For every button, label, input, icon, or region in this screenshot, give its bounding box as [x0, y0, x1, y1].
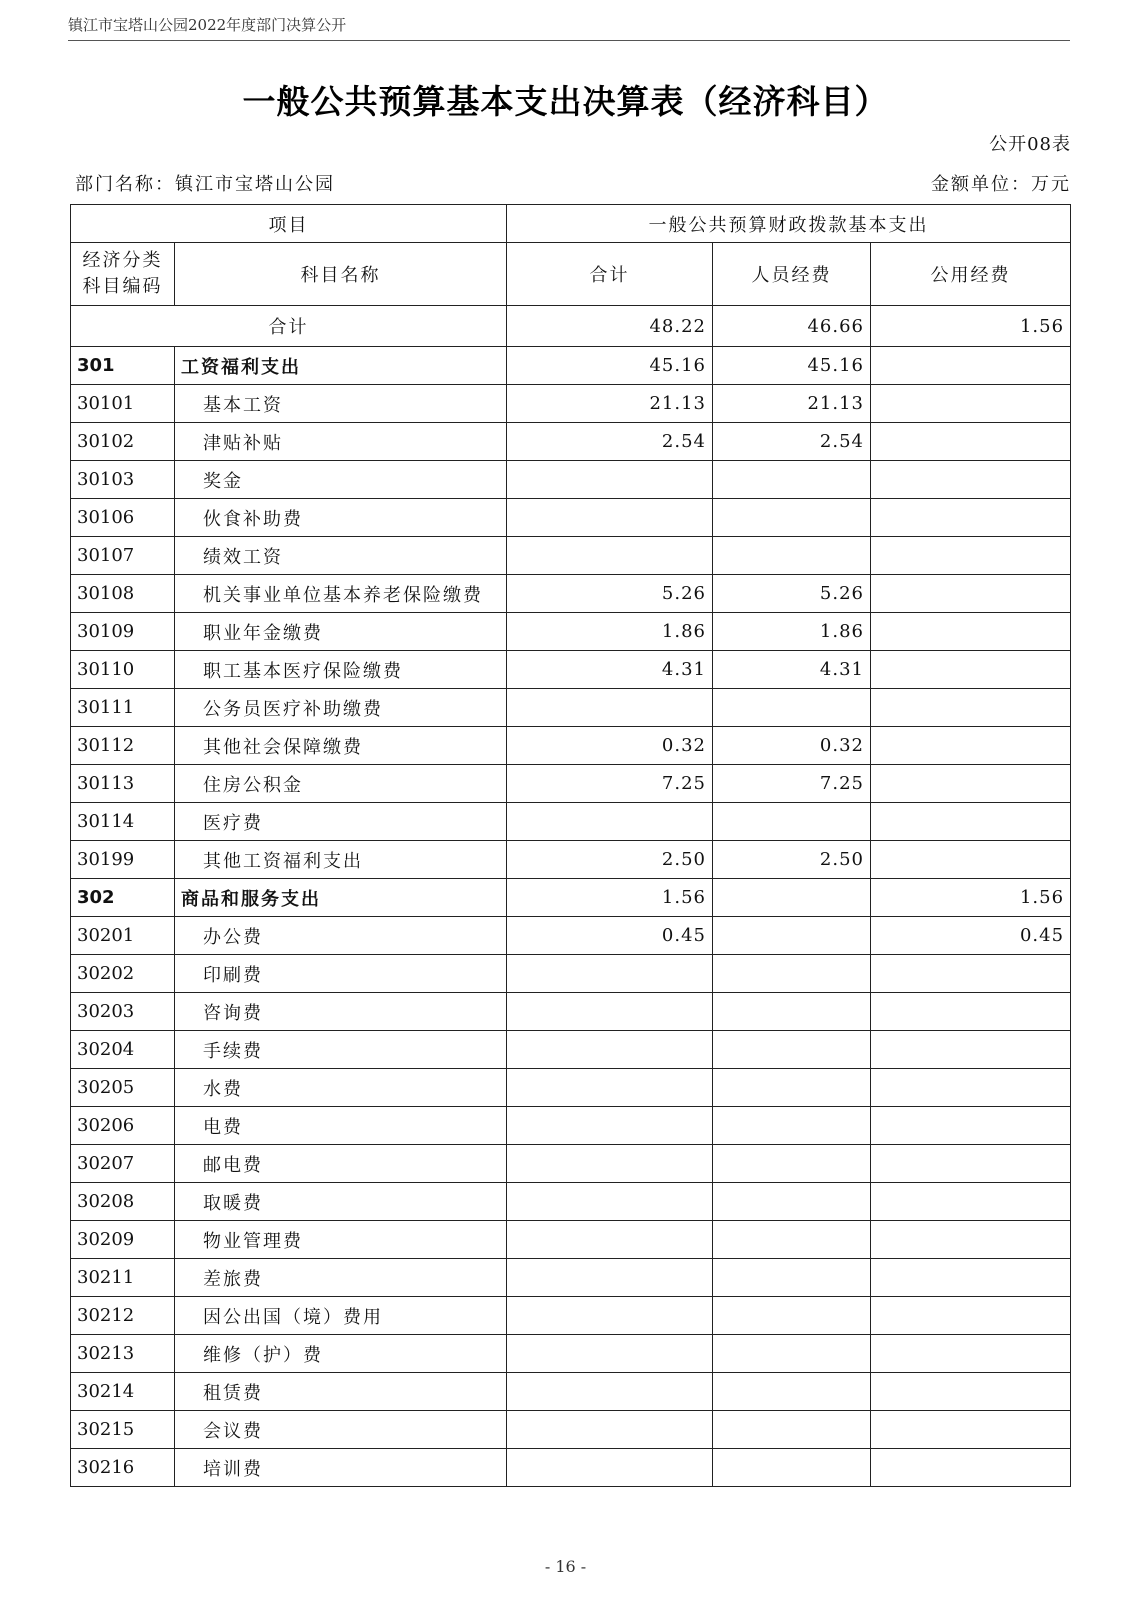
- row-public: [871, 575, 1071, 613]
- table-row: [71, 499, 1071, 537]
- row-personnel: [713, 1335, 871, 1373]
- form-number: 公开08表: [989, 134, 1071, 155]
- row-personnel: 7.25: [713, 765, 871, 803]
- row-code: 30109: [71, 613, 175, 651]
- total-label: 合计: [71, 306, 507, 347]
- table-row: [71, 1221, 1071, 1259]
- row-public: [871, 1335, 1071, 1373]
- row-code: 30112: [71, 727, 175, 765]
- row-personnel: 2.54: [713, 423, 871, 461]
- row-personnel: [713, 917, 871, 955]
- row-name: 奖金: [175, 461, 507, 499]
- col-code-header: [71, 243, 175, 306]
- row-public: [871, 1297, 1071, 1335]
- row-name: 基本工资: [175, 385, 507, 423]
- row-public: [871, 1069, 1071, 1107]
- row-total: [507, 1069, 713, 1107]
- row-public: [871, 461, 1071, 499]
- row-total: [507, 537, 713, 575]
- table-row: [71, 1411, 1071, 1449]
- table-row: [71, 651, 1071, 689]
- row-name: 物业管理费: [175, 1221, 507, 1259]
- row-public: [871, 1107, 1071, 1145]
- row-public: [871, 1259, 1071, 1297]
- row-name: 津贴补贴: [175, 423, 507, 461]
- row-total: [507, 1145, 713, 1183]
- col-name-header: 科目名称: [175, 243, 507, 306]
- row-personnel: 45.16: [713, 347, 871, 385]
- row-public: [871, 727, 1071, 765]
- row-name: 职业年金缴费: [175, 613, 507, 651]
- header-row-2: [71, 243, 1071, 306]
- row-personnel: [713, 689, 871, 727]
- page-title: 一般公共预算基本支出决算表（经济科目）: [242, 82, 889, 121]
- row-total: 4.31: [507, 651, 713, 689]
- row-code: 30101: [71, 385, 175, 423]
- table-row: [71, 423, 1071, 461]
- row-personnel: 4.31: [713, 651, 871, 689]
- row-public: [871, 651, 1071, 689]
- row-total: 21.13: [507, 385, 713, 423]
- row-code: 301: [71, 347, 175, 385]
- row-code: 30205: [71, 1069, 175, 1107]
- row-public: [871, 1183, 1071, 1221]
- table-row: [71, 1069, 1071, 1107]
- row-public: [871, 1145, 1071, 1183]
- table-row: [71, 1373, 1071, 1411]
- row-code: 30213: [71, 1335, 175, 1373]
- row-total: [507, 955, 713, 993]
- row-name: 公务员医疗补助缴费: [175, 689, 507, 727]
- table-group-row: [71, 879, 1071, 917]
- row-total: [507, 461, 713, 499]
- table-row: [71, 1335, 1071, 1373]
- row-code: 30103: [71, 461, 175, 499]
- row-total: 2.54: [507, 423, 713, 461]
- col-code-header-line2: 科目编码: [82, 276, 163, 297]
- row-personnel: 5.26: [713, 575, 871, 613]
- row-public: [871, 955, 1071, 993]
- row-name: 其他社会保障缴费: [175, 727, 507, 765]
- row-total: 5.26: [507, 575, 713, 613]
- row-total: 45.16: [507, 347, 713, 385]
- row-total: 7.25: [507, 765, 713, 803]
- row-personnel: [713, 803, 871, 841]
- header-row-1: [71, 205, 1071, 243]
- row-personnel: [713, 1297, 871, 1335]
- row-code: 30209: [71, 1221, 175, 1259]
- row-code: 30202: [71, 955, 175, 993]
- row-name: 差旅费: [175, 1259, 507, 1297]
- table-row: [71, 461, 1071, 499]
- row-personnel: [713, 1031, 871, 1069]
- table-group-row: [71, 347, 1071, 385]
- row-code: 30113: [71, 765, 175, 803]
- col-personnel-header: 人员经费: [713, 243, 871, 306]
- table-row: [71, 575, 1071, 613]
- row-name: 伙食补助费: [175, 499, 507, 537]
- row-total: [507, 1335, 713, 1373]
- table-row: [71, 1183, 1071, 1221]
- row-personnel: [713, 955, 871, 993]
- row-personnel: 21.13: [713, 385, 871, 423]
- row-total: [507, 1411, 713, 1449]
- row-personnel: [713, 1411, 871, 1449]
- row-code: 30207: [71, 1145, 175, 1183]
- total-personnel: 46.66: [713, 306, 871, 347]
- row-name: 租赁费: [175, 1373, 507, 1411]
- row-public: [871, 993, 1071, 1031]
- table-row: [71, 613, 1071, 651]
- total-row: [71, 306, 1071, 347]
- row-total: [507, 1449, 713, 1487]
- row-name: 办公费: [175, 917, 507, 955]
- row-name: 其他工资福利支出: [175, 841, 507, 879]
- row-personnel: [713, 461, 871, 499]
- row-code: 30108: [71, 575, 175, 613]
- table-row: [71, 1145, 1071, 1183]
- row-name: 电费: [175, 1107, 507, 1145]
- row-total: 0.32: [507, 727, 713, 765]
- running-header: 镇江市宝塔山公园2022年度部门决算公开: [68, 14, 1070, 41]
- row-code: 30203: [71, 993, 175, 1031]
- amount-unit: 金额单位：万元: [931, 174, 1071, 195]
- row-code: 30111: [71, 689, 175, 727]
- row-personnel: [713, 1069, 871, 1107]
- row-code: 30215: [71, 1411, 175, 1449]
- row-code: 30114: [71, 803, 175, 841]
- row-total: [507, 993, 713, 1031]
- row-name: 工资福利支出: [175, 347, 507, 385]
- row-total: 1.86: [507, 613, 713, 651]
- row-total: [507, 689, 713, 727]
- row-personnel: 2.50: [713, 841, 871, 879]
- row-public: [871, 385, 1071, 423]
- row-total: [507, 1373, 713, 1411]
- table-row: [71, 1107, 1071, 1145]
- table-row: [71, 917, 1071, 955]
- row-name: 医疗费: [175, 803, 507, 841]
- row-code: 30107: [71, 537, 175, 575]
- row-personnel: [713, 1183, 871, 1221]
- table-row: [71, 993, 1071, 1031]
- row-public: 1.56: [871, 879, 1071, 917]
- row-name: 会议费: [175, 1411, 507, 1449]
- row-total: [507, 499, 713, 537]
- table-row: [71, 537, 1071, 575]
- table-row: [71, 841, 1071, 879]
- row-personnel: [713, 499, 871, 537]
- col-total-header: 合计: [507, 243, 713, 306]
- total-sum: 48.22: [507, 306, 713, 347]
- row-personnel: [713, 1449, 871, 1487]
- table-row: [71, 765, 1071, 803]
- row-code: 30204: [71, 1031, 175, 1069]
- row-code: 30208: [71, 1183, 175, 1221]
- row-public: [871, 1373, 1071, 1411]
- expenditure-table: [70, 204, 1071, 1487]
- row-public: [871, 423, 1071, 461]
- row-code: 30102: [71, 423, 175, 461]
- row-code: 30214: [71, 1373, 175, 1411]
- table-row: [71, 1259, 1071, 1297]
- row-name: 绩效工资: [175, 537, 507, 575]
- row-total: [507, 1221, 713, 1259]
- row-public: [871, 1221, 1071, 1259]
- total-public: 1.56: [871, 306, 1071, 347]
- department-name: 部门名称：镇江市宝塔山公园: [75, 174, 335, 195]
- row-name: 邮电费: [175, 1145, 507, 1183]
- row-personnel: [713, 993, 871, 1031]
- row-public: [871, 765, 1071, 803]
- row-personnel: [713, 1259, 871, 1297]
- row-total: 0.45: [507, 917, 713, 955]
- row-personnel: [713, 1373, 871, 1411]
- row-public: [871, 347, 1071, 385]
- row-total: [507, 1297, 713, 1335]
- row-personnel: [713, 1221, 871, 1259]
- row-name: 手续费: [175, 1031, 507, 1069]
- row-total: [507, 1031, 713, 1069]
- table-row: [71, 1297, 1071, 1335]
- row-name: 咨询费: [175, 993, 507, 1031]
- row-total: [507, 1183, 713, 1221]
- col-project-header: 项目: [71, 205, 507, 243]
- row-personnel: 1.86: [713, 613, 871, 651]
- row-code: 30206: [71, 1107, 175, 1145]
- row-total: [507, 1107, 713, 1145]
- row-public: [871, 1449, 1071, 1487]
- row-code: 30216: [71, 1449, 175, 1487]
- row-name: 维修（护）费: [175, 1335, 507, 1373]
- row-code: 302: [71, 879, 175, 917]
- row-personnel: 0.32: [713, 727, 871, 765]
- table-row: [71, 727, 1071, 765]
- row-personnel: [713, 879, 871, 917]
- col-funding-header: 一般公共预算财政拨款基本支出: [507, 205, 1071, 243]
- row-public: [871, 499, 1071, 537]
- row-personnel: [713, 537, 871, 575]
- row-code: 30106: [71, 499, 175, 537]
- row-total: [507, 803, 713, 841]
- row-code: 30201: [71, 917, 175, 955]
- row-total: 1.56: [507, 879, 713, 917]
- row-total: [507, 1259, 713, 1297]
- row-public: [871, 613, 1071, 651]
- row-personnel: [713, 1107, 871, 1145]
- row-name: 培训费: [175, 1449, 507, 1487]
- row-public: [871, 689, 1071, 727]
- row-public: [871, 1411, 1071, 1449]
- row-name: 职工基本医疗保险缴费: [175, 651, 507, 689]
- col-public-header: 公用经费: [871, 243, 1071, 306]
- row-total: 2.50: [507, 841, 713, 879]
- page-number: - 16 -: [544, 1557, 587, 1576]
- row-public: [871, 803, 1071, 841]
- row-code: 30211: [71, 1259, 175, 1297]
- row-code: 30212: [71, 1297, 175, 1335]
- table-row: [71, 1031, 1071, 1069]
- row-name: 因公出国（境）费用: [175, 1297, 507, 1335]
- table-row: [71, 689, 1071, 727]
- row-personnel: [713, 1145, 871, 1183]
- col-code-header-line1: 经济分类: [82, 250, 163, 271]
- table-row: [71, 803, 1071, 841]
- row-name: 印刷费: [175, 955, 507, 993]
- row-name: 机关事业单位基本养老保险缴费: [175, 575, 507, 613]
- row-code: 30110: [71, 651, 175, 689]
- table-row: [71, 385, 1071, 423]
- row-public: [871, 537, 1071, 575]
- row-name: 住房公积金: [175, 765, 507, 803]
- row-public: [871, 1031, 1071, 1069]
- row-name: 取暖费: [175, 1183, 507, 1221]
- row-name: 商品和服务支出: [175, 879, 507, 917]
- table-row: [71, 955, 1071, 993]
- row-name: 水费: [175, 1069, 507, 1107]
- row-public: 0.45: [871, 917, 1071, 955]
- table-row: [71, 1449, 1071, 1487]
- row-public: [871, 841, 1071, 879]
- row-code: 30199: [71, 841, 175, 879]
